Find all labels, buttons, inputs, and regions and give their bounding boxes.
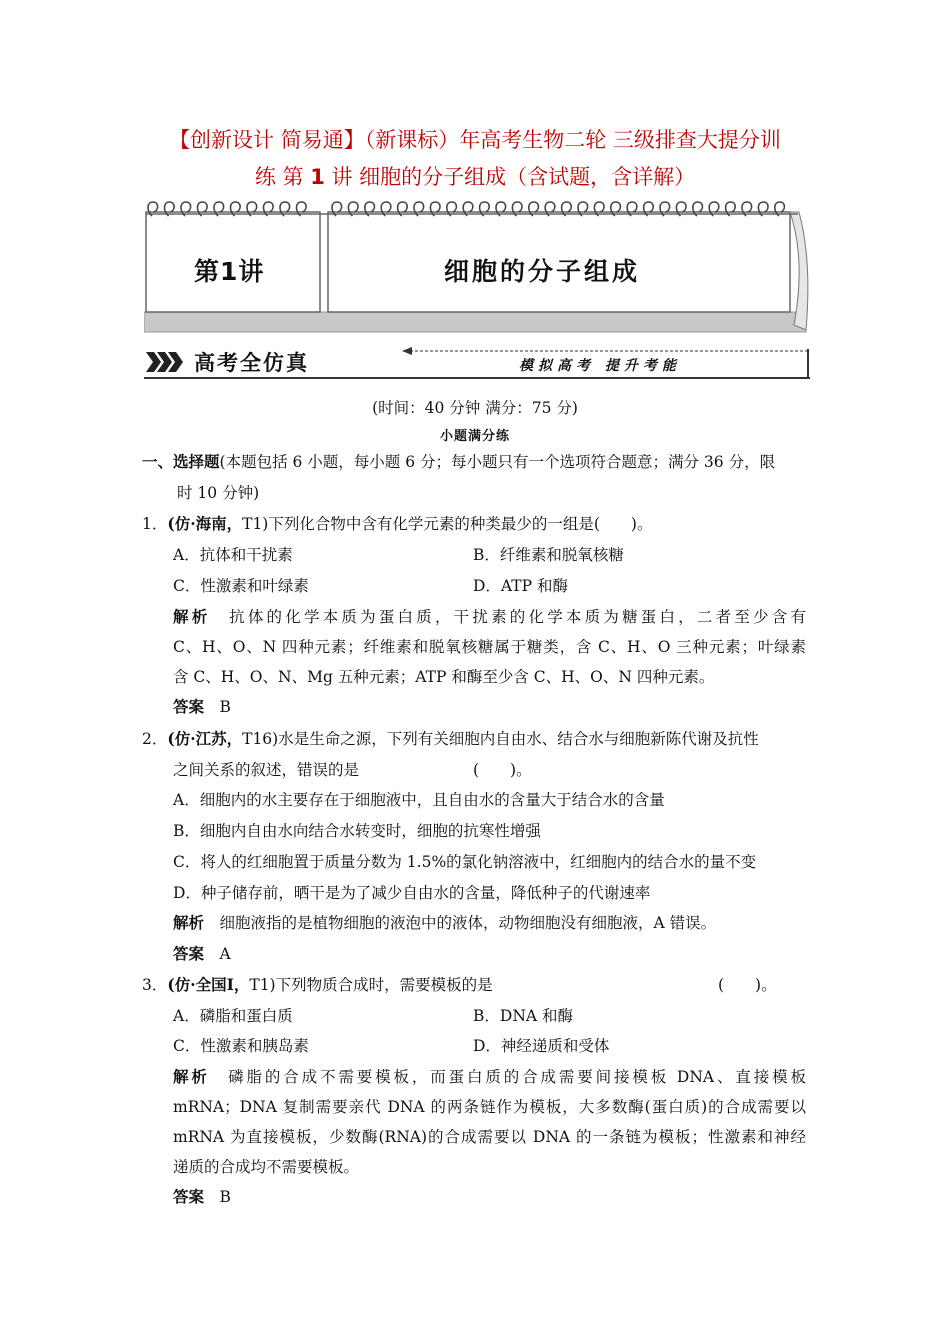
question-source: (仿·江苏， xyxy=(167,729,243,748)
analysis-text: 磷脂的合成不需要模板，而蛋白质的合成需要间接模板 DNA、直接模板 xyxy=(228,1068,806,1086)
question-source: (仿·海南， xyxy=(167,514,243,533)
section-bar xyxy=(144,345,814,381)
question-3-option-b: B．DNA 和酶 xyxy=(473,1007,574,1025)
document-title xyxy=(140,122,810,196)
analysis-text: 抗体的化学本质为蛋白质，干扰素的化学本质为糖蛋白，二者至少含有 xyxy=(229,608,806,626)
question-3-analysis-line-3: mRNA 为直接模板，少数酶(RNA)的合成需要以 DNA 的一条链为模板；性激素和神经 xyxy=(173,1128,806,1146)
question-3-answer xyxy=(173,1187,231,1207)
analysis-label: 解析 xyxy=(173,607,211,626)
question-stem-text: T16)水是生命之源，下列有关细胞内自由水、结合水与细胞新陈代谢及抗性 xyxy=(242,730,759,748)
question-1-option-b: B．纤维素和脱氧核糖 xyxy=(473,546,624,564)
question-2-option-d: D．种子储存前，晒干是为了减少自由水的含量，降低种子的代谢速率 xyxy=(173,884,651,902)
answer-label: 答案 xyxy=(173,697,205,716)
question-1-analysis-line-2: C、H、O、N 四种元素；纤维素和脱氧核糖属于糖类，含 C、H、O 三种元素；叶绿素 xyxy=(173,638,806,656)
arrow-left-icon xyxy=(402,347,412,355)
question-2-stem-line2: 之间关系的叙述，错误的是 xyxy=(173,761,360,779)
title-line-2 xyxy=(140,159,810,196)
question-number: 1． xyxy=(142,515,168,533)
question-3-analysis-line-2: mRNA；DNA 复制需要亲代 DNA 的两条链作为模板，大多数酶(蛋白质)的合成需要以 xyxy=(173,1098,806,1116)
question-3-option-a: A．磷脂和蛋白质 xyxy=(173,1007,293,1025)
question-number: 3． xyxy=(142,976,168,994)
question-1-answer xyxy=(173,697,231,717)
analysis-label: 解析 xyxy=(173,1067,210,1086)
answer-value: A xyxy=(219,945,231,963)
section-subtitle: 小题满分练 xyxy=(439,429,510,444)
question-1-option-d: D．ATP 和酶 xyxy=(473,577,568,595)
answer-value: B xyxy=(219,698,231,716)
question-1-analysis-line-3: 含 C、H、O、N、Mg 五种元素；ATP 和酶至少含 C、H、O、N 四种元素。 xyxy=(173,668,715,686)
question-2-answer-paren: ( )。 xyxy=(473,761,532,779)
lecture-banner xyxy=(144,200,810,335)
part1-heading xyxy=(142,452,775,472)
part1-description-line2: 时 10 分钟) xyxy=(177,484,260,502)
question-2-analysis xyxy=(173,913,716,933)
answer-label: 答案 xyxy=(173,944,205,963)
question-2-option-b: B．细胞内自由水向结合水转变时，细胞的抗寒性增强 xyxy=(173,822,541,840)
section-title: 高考全仿真 xyxy=(194,351,309,375)
question-3-analysis-line-4: 递质的合成均不需要模板。 xyxy=(173,1158,360,1176)
question-2-stem xyxy=(142,729,759,749)
question-1-option-c: C．性激素和叶绿素 xyxy=(173,577,309,595)
analysis-label: 解析 xyxy=(173,913,205,932)
question-number: 2． xyxy=(142,730,168,748)
part1-heading-label: 一、选择题 xyxy=(142,452,220,471)
question-1-option-a: A．抗体和干扰素 xyxy=(173,546,293,564)
answer-label: 答案 xyxy=(173,1187,205,1206)
analysis-text: 细胞液指的是植物细胞的液泡中的液体，动物细胞没有细胞液，A 错误。 xyxy=(219,914,717,932)
part1-description: (本题包括 6 小题，每小题 6 分；每小题只有一个选项符合题意；满分 36 分，限 xyxy=(219,453,776,471)
question-1-stem xyxy=(142,514,652,534)
question-3-option-c: C．性激素和胰岛素 xyxy=(173,1037,309,1055)
question-2-option-c: C．将人的红细胞置于质量分数为 1.5%的氯化钠溶液中，红细胞内的结合水的量不变 xyxy=(173,853,757,871)
question-3-analysis-line-1 xyxy=(173,1067,806,1087)
title-line-2-suffix: 讲 细胞的分子组成（含试题，含详解） xyxy=(331,165,696,189)
answer-value: B xyxy=(219,1188,231,1206)
question-3-stem xyxy=(142,975,493,995)
lecture-title: 细胞的分子组成 xyxy=(444,257,641,286)
question-source: (仿·全国Ⅰ， xyxy=(167,975,250,994)
question-2-option-a: A．细胞内的水主要存在于细胞液中，且自由水的含量大于结合水的含量 xyxy=(173,791,665,809)
triple-chevron-icon xyxy=(146,352,183,372)
question-3-option-d: D．神经递质和受体 xyxy=(473,1037,610,1055)
question-stem-text: T1)下列物质合成时，需要模板的是 xyxy=(249,976,493,994)
question-1-analysis-line-1 xyxy=(173,607,806,627)
lecture-number: 第1讲 xyxy=(194,257,265,286)
section-slogan: 模拟高考 提升考能 xyxy=(519,358,681,374)
question-2-answer xyxy=(173,944,231,964)
time-info: (时间：40 分钟 满分：75 分) xyxy=(372,399,578,417)
title-lecture-number: 1 xyxy=(310,165,325,189)
title-line-1: 【创新设计 简易通】（新课标）年高考生物二轮 三级排查大提分训 xyxy=(169,128,781,152)
question-stem-text: T1)下列化合物中含有化学元素的种类最少的一组是( )。 xyxy=(242,515,653,533)
title-line-2-prefix: 练 第 xyxy=(254,165,304,189)
question-3-answer-paren: ( )。 xyxy=(718,976,777,994)
